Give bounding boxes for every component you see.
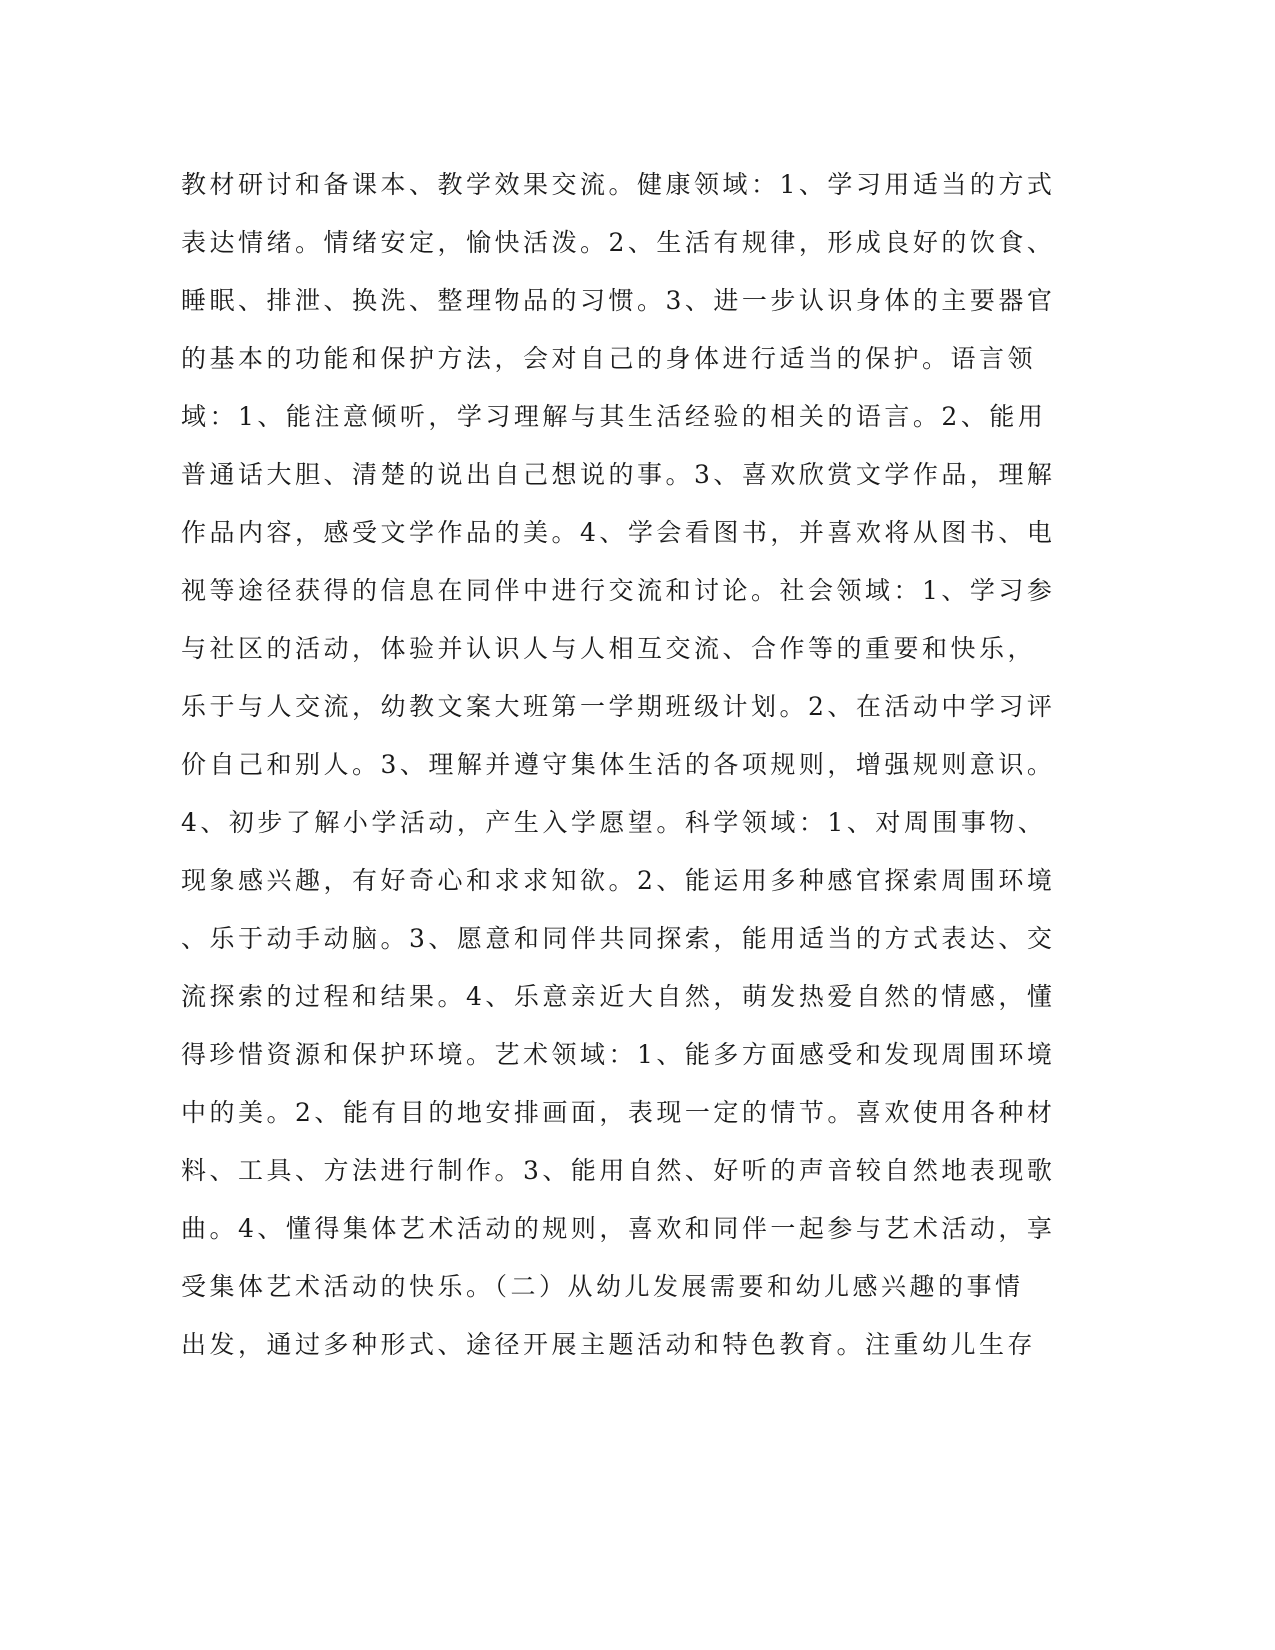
text-line: 教材研讨和备课本、教学效果交流。健康领域：1、学习用适当的方式 bbox=[181, 170, 1056, 199]
text-line: 出发，通过多种形式、途径开展主题活动和特色教育。注重幼儿生存 bbox=[181, 1330, 1037, 1359]
text-line: 域：1、能注意倾听，学习理解与其生活经验的相关的语言。2、能用 bbox=[181, 402, 1047, 431]
text-line: 曲。4、懂得集体艺术活动的规则，喜欢和同伴一起参与艺术活动，享 bbox=[181, 1214, 1056, 1243]
text-line: 视等途径获得的信息在同伴中进行交流和讨论。社会领域：1、学习参 bbox=[181, 576, 1056, 605]
text-line: 受集体艺术活动的快乐。（二）从幼儿发展需要和幼儿感兴趣的事情 bbox=[181, 1272, 1024, 1301]
text-line: 睡眠、排泄、换洗、整理物品的习惯。3、进一步认识身体的主要器官 bbox=[181, 286, 1056, 315]
text-line: 料、工具、方法进行制作。3、能用自然、好听的声音较自然地表现歌 bbox=[181, 1156, 1056, 1185]
text-line: 价自己和别人。3、理解并遵守集体生活的各项规则，增强规则意识。 bbox=[181, 750, 1056, 779]
text-line: 乐于与人交流，幼教文案大班第一学期班级计划。2、在活动中学习评 bbox=[181, 692, 1056, 721]
text-line: 流探索的过程和结果。4、乐意亲近大自然，萌发热爱自然的情感，懂 bbox=[181, 982, 1056, 1011]
text-line: 作品内容，感受文学作品的美。4、学会看图书，并喜欢将从图书、电 bbox=[181, 518, 1056, 547]
text-line: 普通话大胆、清楚的说出自己想说的事。3、喜欢欣赏文学作品，理解 bbox=[181, 460, 1056, 489]
text-line: 4、初步了解小学活动，产生入学愿望。科学领域：1、对周围事物、 bbox=[181, 808, 1047, 837]
text-line: 、乐于动手动脑。3、愿意和同伴共同探索，能用适当的方式表达、交 bbox=[181, 924, 1056, 953]
body-text bbox=[181, 156, 1081, 1374]
text-line: 得珍惜资源和保护环境。艺术领域：1、能多方面感受和发现周围环境 bbox=[181, 1040, 1056, 1069]
text-line: 的基本的功能和保护方法，会对自己的身体进行适当的保护。语言领 bbox=[181, 344, 1037, 373]
text-line: 与社区的活动，体验并认识人与人相互交流、合作等的重要和快乐， bbox=[181, 634, 1037, 663]
text-line: 表达情绪。情绪安定，愉快活泼。2、生活有规律，形成良好的饮食、 bbox=[181, 228, 1056, 257]
text-line: 现象感兴趣，有好奇心和求求知欲。2、能运用多种感官探索周围环境 bbox=[181, 866, 1056, 895]
text-line: 中的美。2、能有目的地安排画面，表现一定的情节。喜欢使用各种材 bbox=[181, 1098, 1056, 1127]
